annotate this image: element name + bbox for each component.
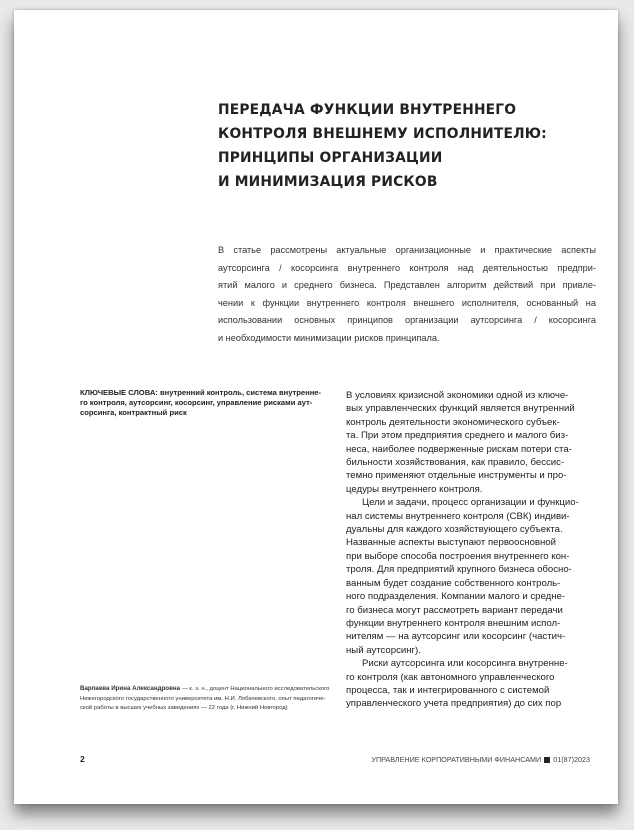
body-line: дуальны для каждого хозяйствующего субъекта. [346, 524, 563, 536]
journal-name: УПРАВЛЕНИЕ КОРПОРАТИВНЫМИ ФИНАНСАМИ [371, 755, 542, 764]
keywords-line: КЛЮЧЕВЫЕ СЛОВА: внутренний контроль, система внутренне- [80, 388, 322, 397]
abstract-line: использовании основных принципов организации аутсорсинга / косорсинга [218, 315, 596, 325]
body-line: го бизнеса могут рассмотреть вариант передачи [346, 604, 563, 616]
body-line: функции внутреннего контроля внешним испол- [346, 617, 561, 629]
abstract-line: В статье рассмотрены актуальные организационные и практические аспекты [218, 245, 596, 255]
page-number: 2 [80, 754, 85, 764]
journal-page [14, 10, 618, 804]
author-name: Варпаева Ирина Александровна [80, 685, 181, 692]
abstract-line: аутсорсинга / косорсинга внутреннего контроля над деятельностью предпри- [218, 262, 596, 273]
body-line: ного подразделения. Компании малого и средне- [346, 591, 566, 603]
keywords [80, 388, 340, 419]
body-line: неса, наиболее подверженные рискам потери ста- [346, 443, 572, 455]
body-line: при выборе способа построения внутреннего кон- [346, 550, 570, 562]
title-line: И МИНИМИЗАЦИЯ РИСКОВ [218, 174, 438, 190]
body-line: процесса, так и интегрированного с системой [346, 684, 550, 696]
body-text [346, 389, 598, 711]
author-line: Нижегородского государственного университета им. Н.И. Лобачевского, опыт педагогиче- [80, 695, 326, 702]
body-line: цедуры внутреннего контроля. [346, 483, 483, 495]
body-line: темно применяют отдельные инструменты и про- [346, 470, 567, 482]
journal-footer [371, 755, 590, 764]
body-line: Риски аутсорсинга или косорсинга внутренне- [362, 658, 568, 670]
abstract-line: и необходимости минимизации рисков принципала. [218, 332, 440, 343]
square-separator-icon [544, 757, 550, 763]
title-line: ПРИНЦИПЫ ОРГАНИЗАЦИИ [218, 150, 443, 166]
body-line: В условиях кризисной экономики одной из ключе- [346, 390, 569, 401]
body-line: управленческого учета предприятия) до сих пор [346, 698, 562, 710]
body-line: ванным будет создание собственного контроль- [346, 577, 561, 589]
abstract [218, 242, 596, 347]
keywords-line: сорсинга, контрактный риск [80, 408, 187, 418]
body-line: Названные аспекты выступают первоосновной [346, 537, 557, 549]
body-line: вых управленческих функций является внутренний [346, 403, 575, 415]
body-line: контроль деятельности экономического субъек- [346, 416, 560, 428]
body-line: нителям — на аутсорсинг или косорсинг (частич- [346, 631, 566, 643]
body-line: го контроля (как автономного управленческого [346, 671, 555, 683]
body-line: троля. Для предприятий крупного бизнеса обосно- [346, 564, 572, 576]
body-line: бильности хозяйствования, как правило, бессис- [346, 457, 565, 469]
body-line: нал системы внутреннего контроля (СВК) индиви- [346, 510, 570, 522]
author-credentials: — к. э. н., доцент Национального исследовательского [180, 686, 330, 692]
author-line [80, 684, 342, 695]
author-info [80, 684, 342, 714]
body-line: та. При этом предприятия среднего и малого биз- [346, 430, 569, 442]
author-line: ской работы в высших учебных заведениях — 22 года (г. Нижний Новгород) [80, 705, 288, 712]
article-title [218, 98, 578, 194]
abstract-line: ятий малого и среднего бизнеса. Представлен алгоритм действий при привле- [218, 280, 596, 290]
keywords-line: го контроля, аутсорсинг, косорсинг, управление рисками аут- [80, 398, 313, 408]
abstract-line: чении к функции внутреннего контроля внешнего исполнителя, основанный на [218, 297, 596, 308]
title-line: КОНТРОЛЯ ВНЕШНЕМУ ИСПОЛНИТЕЛЮ: [218, 126, 547, 142]
body-line: Цели и задачи, процесс организации и функцио- [362, 497, 579, 509]
body-line: ный аутсорсинг). [346, 644, 421, 656]
title-line: ПЕРЕДАЧА ФУНКЦИИ ВНУТРЕННЕГО [218, 102, 517, 118]
journal-issue: 01(87)2023 [553, 755, 590, 764]
